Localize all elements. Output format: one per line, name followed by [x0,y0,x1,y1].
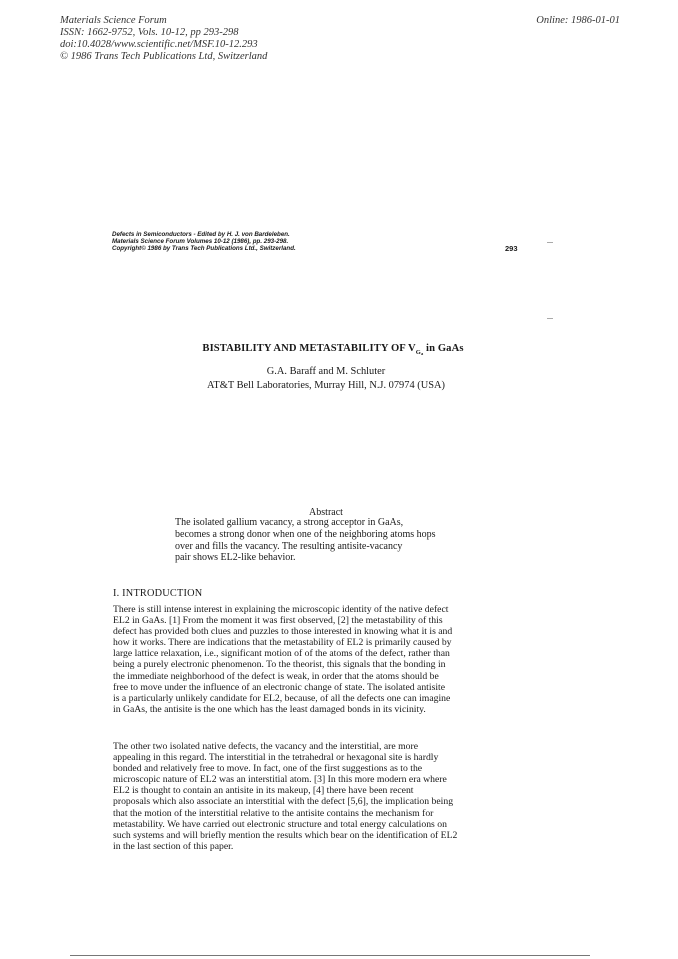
text-line: metastability. We have carried out electronic structure and total energy calculations on [113,818,447,830]
copyright-notice: © 1986 Trans Tech Publications Ltd, Switzerland [60,51,268,62]
author-affiliation: AT&T Bell Laboratories, Murray Hill, N.J. 07974 (USA) [207,380,445,391]
text-line: free to move under the influence of an electronic change of state. The isolated antisite [113,681,446,693]
text-line: how it works. There are indications that the metastability of EL2 is primarily caused by [113,637,452,649]
page-number: 293 [505,244,518,253]
journal-masthead [60,15,360,63]
text-line: bonded and relatively free to move. In fact, one of the first suggestions as to the [113,763,423,775]
text-line: is a particularly unlikely candidate for EL2, because, of all the defects one can imagine [113,692,451,704]
text-line: such systems and will briefly mention the results which bear on the identification of EL2 [113,829,458,841]
text-line: microscopic nature of EL2 was an interstitial atom. [3] In this more modern era where [113,774,447,786]
text-line: being a purely electronic phenomenon. To the theorist, this signals that the bonding in [113,659,446,671]
title-suffix: in GaAs [423,343,464,354]
citation-line: Defects in Semiconductors - Edited by H. J. von Bardeleben. [112,231,290,238]
paper-title [113,343,553,356]
author-block [113,365,539,393]
body-paragraph [113,741,531,852]
abstract-line: pair shows EL2-like behavior. [175,552,296,564]
title-subsubscript: a [420,351,424,356]
journal-name: Materials Science Forum [60,15,167,26]
text-line: appealing in this regard. The interstitial in the tetrahedral or hexagonal site is hardly [113,752,439,764]
abstract-line: The isolated gallium vacancy, a strong acceptor in GaAs, [175,517,404,528]
scan-mark [547,242,553,243]
text-line: large lattice relaxation, i.e., significant motion of of the atoms of the defect, rather than [113,648,450,660]
online-date: Online: 1986-01-01 [536,15,620,26]
citation-block [112,231,432,253]
abstract-heading: Abstract [309,507,343,518]
citation-line: Copyright© 1986 by Trans Tech Publications Ltd., Switzerland. [112,245,296,253]
citation-line: Materials Science Forum Volumes 10-12 (1986), pp. 293-298. [112,238,289,246]
text-line: proposals which also associate an interstitial with the defect [5,6], the implication being [113,796,454,808]
body-paragraph [113,604,531,715]
section-heading: I. INTRODUCTION [113,588,203,599]
text-line: in the last section of this paper. [113,840,234,852]
text-line: in GaAs, the antisite is the one which has the least damaged bonds in its vicinity. [113,703,426,715]
text-line: that the motion of the interstitial relative to the antisite contains the mechanism for [113,807,434,819]
text-line: EL2 is thought to contain an antisite in its makeup, [4] there have been recent [113,785,414,797]
text-line: the immediate neighborhood of the defect is weak, in order that the atoms should be [113,670,439,682]
title-sub-text: G [415,349,421,356]
title-main: BISTABILITY AND METASTABILITY OF V [202,343,416,354]
text-line: EL2 in GaAs. [1] From the moment it was first observed, [2] the metastability of this [113,615,443,627]
journal-issn: ISSN: 1662-9752, Vols. 10-12, pp 293-298 [60,27,239,38]
text-line: defect has provided both clues and puzzles to those interested in knowing what it is and [113,626,453,638]
abstract-line: becomes a strong donor when one of the neighboring atoms hops [175,528,436,540]
doi-link[interactable]: doi:10.4028/www.scientific.net/MSF.10-12.293 [60,39,258,50]
author-names: G.A. Baraff and M. Schluter [266,366,386,377]
abstract-text [175,517,495,564]
footer-rule [70,955,590,956]
abstract-line: over and fills the vacancy. The resulting antisite-vacancy [175,540,403,552]
text-line: There is still intense interest in explaining the microscopic identity of the native defect [113,604,449,615]
scan-mark [547,318,553,319]
text-line: The other two isolated native defects, the vacancy and the interstitial, are more [113,741,419,752]
